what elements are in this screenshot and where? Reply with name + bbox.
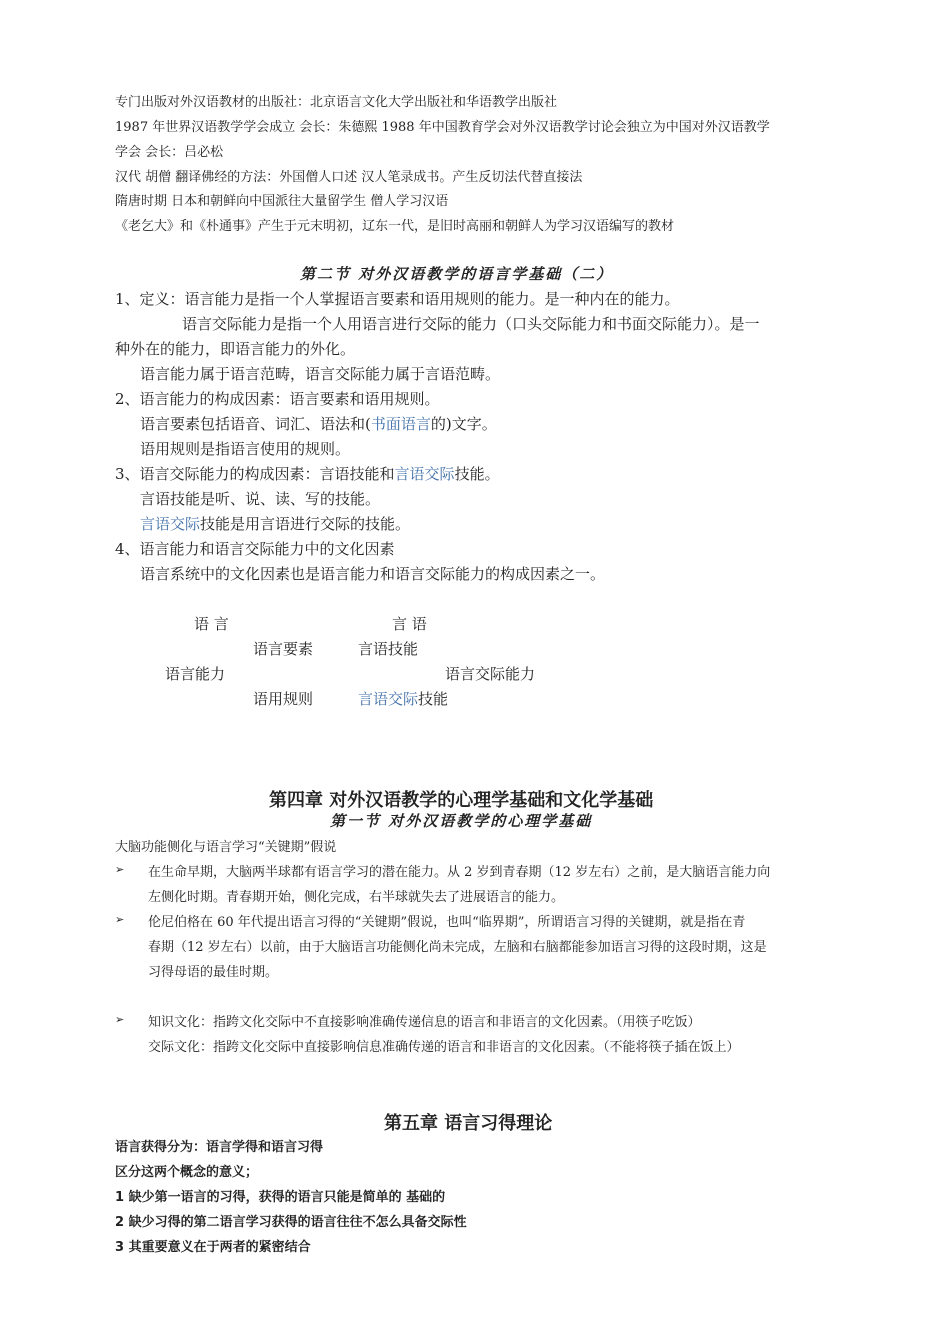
speech-communication-link-2[interactable]: 言语交际 (140, 515, 201, 533)
comm-factors-line (115, 463, 500, 484)
culture-factor-line: 语言系统中的文化因素也是语言能力和语言交际能力的构成因素之一。 (140, 565, 606, 583)
diagram-language-ability: 语言能力 (165, 665, 226, 683)
bullet-arrow-icon: ➢ (115, 913, 125, 926)
speech-skill-line: 言语技能是听、说、读、写的技能。 (140, 490, 381, 508)
intro-line-4: 汉代 胡僧 翻译佛经的方法：外国僧人口述 汉人笔录成书。产生反切法代替直接法 (115, 170, 583, 185)
diagram-speech-skill: 言语技能 (358, 640, 419, 658)
comm-skill-line (140, 513, 410, 534)
diagram-pragmatic-rules: 语用规则 (253, 690, 314, 708)
chapter4-subheading: 大脑功能侧化与语言学习“关键期”假说 (115, 840, 337, 855)
comm-factors-text-a: 3、语言交际能力的构成因素：言语技能和 (115, 465, 395, 483)
diagram-language-head: 语 言 (194, 615, 229, 633)
chapter4-title: 第四章 对外汉语教学的心理学基础和文化学基础 (269, 790, 654, 811)
intro-line-5: 隋唐时期 日本和朝鲜向中国派往大量留学生 僧人学习汉语 (115, 194, 449, 209)
chapter5-title: 第五章 语言习得理论 (384, 1113, 553, 1134)
diagram-communication-ability: 语言交际能力 (445, 665, 536, 683)
bullet2-line1: 伦尼伯格在 60 年代提出语言习得的“关键期”假说，也叫“临界期”，所谓语言习得的关键期，就是指在青 (148, 915, 746, 930)
culture-factor-heading: 4、语言能力和语言交际能力中的文化因素 (115, 540, 395, 558)
ability-factors-line: 2、语言能力的构成因素：语言要素和语用规则。 (115, 390, 440, 408)
chapter5-line5: 3 其重要意义在于两者的紧密结合 (115, 1240, 311, 1255)
bullet1-line2: 左侧化时期。青春期开始，侧化完成，右半球就失去了进展语言的能力。 (148, 890, 565, 905)
knowledge-culture-line: 知识文化：指跨文化交际中不直接影响准确传递信息的语言和非语言的文化因素。（用筷子吃饭） (148, 1015, 701, 1030)
speech-communication-link[interactable]: 言语交际 (394, 465, 455, 483)
diagram-comm-skill (358, 688, 448, 709)
bullet-arrow-icon: ➢ (115, 1013, 125, 1026)
comm-skill-text: 技能是用言语进行交际的技能。 (200, 515, 411, 533)
intro-line-3: 学会 会长：吕必松 (115, 145, 224, 160)
definition-line: 1、定义：语言能力是指一个人掌握语言要素和语用规则的能力。是一种内在的能力。 (115, 290, 680, 308)
chapter5-line2: 区分这两个概念的意义； (115, 1165, 259, 1180)
chapter4-section1: 第一节 对外汉语教学的心理学基础 (330, 812, 593, 830)
intro-line-2: 1987 年世界汉语教学学会成立 会长：朱德熙 1988 年中国教育学会对外汉语教学讨论会独立为中国对外汉语教学 (115, 120, 770, 135)
comm-factors-text-b: 技能。 (454, 465, 500, 483)
diagram-speech-communication-link[interactable]: 言语交际 (358, 690, 419, 708)
intro-line-6: 《老乞大》和《朴通事》产生于元末明初，辽东一代，是旧时高丽和朝鲜人为学习汉语编写的教材 (115, 219, 675, 234)
category-line: 语言能力属于语言范畴，语言交际能力属于言语范畴。 (140, 365, 501, 383)
diagram-comm-skill-tail: 技能 (418, 690, 449, 708)
bullet2-line2: 春期（12 岁左右）以前，由于大脑语言功能侧化尚未完成，左脑和右脑都能参加语言习得的这段时期，这是 (148, 940, 767, 955)
chapter5-line1: 语言获得分为：语言学得和语言习得 (115, 1140, 324, 1155)
chapter5-line4: 2 缺少习得的第二语言学习获得的语言往往不怎么具备交际性 (115, 1215, 467, 1230)
bullet1-line1: 在生命早期，大脑两半球都有语言学习的潜在能力。从 2 岁到青春期（12 岁左右）之前，是大脑语言能力向 (148, 865, 771, 880)
diagram-speech-head: 言 语 (392, 615, 427, 633)
bullet-arrow-icon: ➢ (115, 863, 125, 876)
section-heading: 第二节 对外汉语教学的语言学基础（二） (300, 265, 614, 283)
diagram-language-elements: 语言要素 (253, 640, 314, 658)
communicative-culture-line: 交际文化：指跨文化交际中直接影响信息准确传递的语言和非语言的文化因素。（不能将筷子插在饭上） (148, 1040, 740, 1055)
written-language-link[interactable]: 书面语言 (370, 415, 431, 433)
elements-text-a: 语言要素包括语音、词汇、语法和( (140, 415, 371, 433)
bullet2-line3: 习得母语的最佳时期。 (148, 965, 279, 980)
elements-line (140, 413, 497, 434)
elements-text-b: 的)文字。 (430, 415, 497, 433)
intro-line-1: 专门出版对外汉语教材的出版社：北京语言文化大学出版社和华语教学出版社 (115, 95, 558, 110)
comm-ability-definition-cont: 种外在的能力，即语言能力的外化。 (115, 340, 356, 358)
pragmatic-rules-line: 语用规则是指语言使用的规则。 (140, 440, 351, 458)
chapter5-line3: 1 缺少第一语言的习得，获得的语言只能是简单的 基础的 (115, 1190, 446, 1205)
comm-ability-definition: 语言交际能力是指一个人用语言进行交际的能力（口头交际能力和书面交际能力）。是一 (182, 315, 760, 333)
